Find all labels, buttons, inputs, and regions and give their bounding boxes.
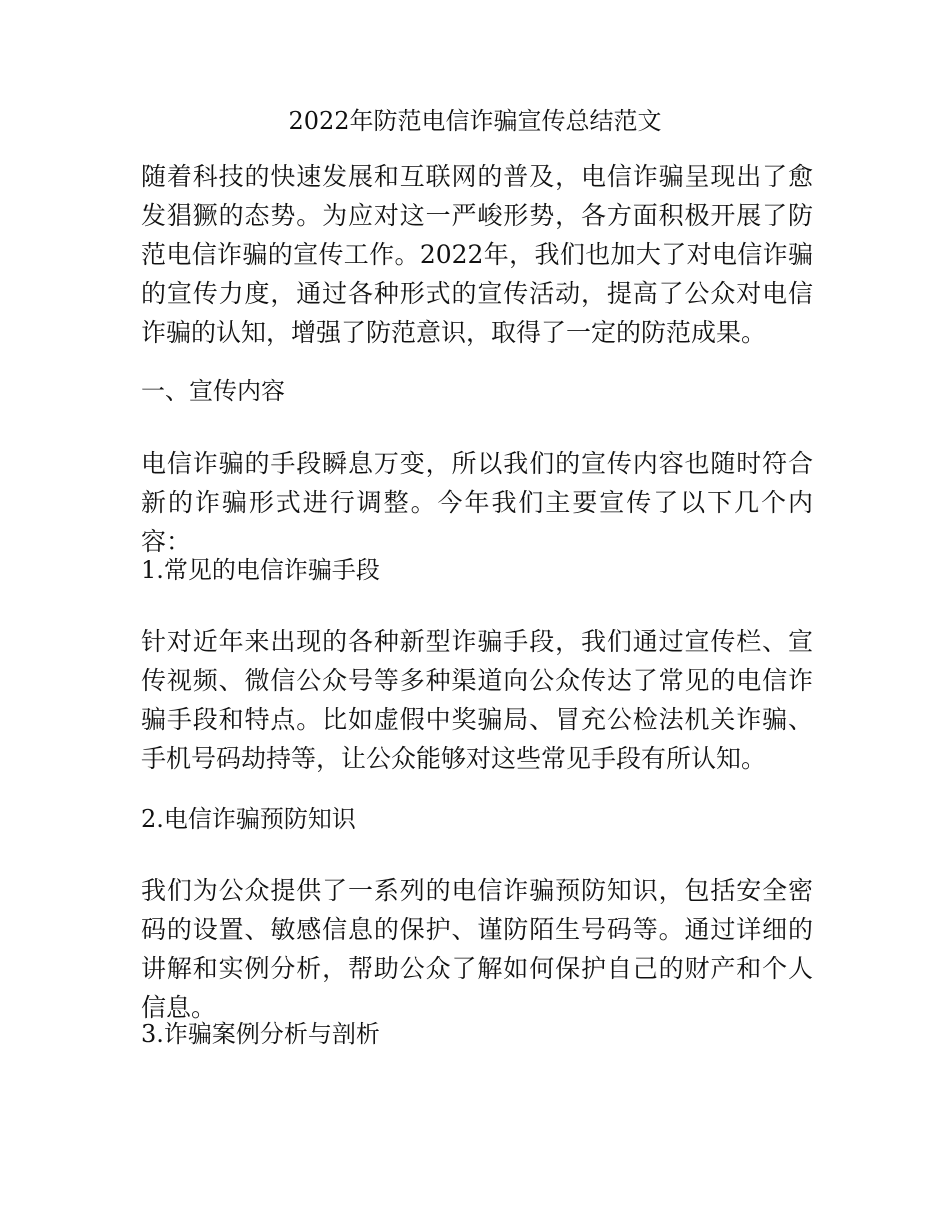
item-heading-prevention-knowledge: 2.电信诈骗预防知识 xyxy=(141,805,356,833)
item-heading-case-analysis: 3.诈骗案例分析与剖析 xyxy=(141,1020,380,1048)
item-paragraph-common-fraud-methods: 针对近年来出现的各种新型诈骗手段，我们通过宣传栏、宣传视频、微信公众号等多种渠道向公众传达了常见的电信诈骗手段和特点。比如虚假中奖骗局、冒充公检法机关诈骗、手机号码劫持等，让公众能够对这些常见手段有所认知。 xyxy=(141,627,813,773)
section-heading-publicity-content: 一、宣传内容 xyxy=(141,377,285,405)
section-paragraph-publicity-content: 电信诈骗的手段瞬息万变，所以我们的宣传内容也随时符合新的诈骗形式进行调整。今年我们主要宣传了以下几个内容： xyxy=(141,449,813,556)
item-heading-common-fraud-methods: 1.常见的电信诈骗手段 xyxy=(141,556,380,584)
document-title: 2022年防范电信诈骗宣传总结范文 xyxy=(288,107,662,135)
intro-paragraph: 随着科技的快速发展和互联网的普及，电信诈骗呈现出了愈发猖獗的态势。为应对这一严峻形势，各方面积极开展了防范电信诈骗的宣传工作。2022年，我们也加大了对电信诈骗的宣传力度，通过各种形式的宣传活动，提高了公众对电信诈骗的认知，增强了防范意识，取得了一定的防范成果。 xyxy=(141,162,813,347)
item-paragraph-prevention-knowledge: 我们为公众提供了一系列的电信诈骗预防知识，包括安全密码的设置、敏感信息的保护、谨防陌生号码等。通过详细的讲解和实例分析，帮助公众了解如何保护自己的财产和个人信息。 xyxy=(141,876,813,1022)
